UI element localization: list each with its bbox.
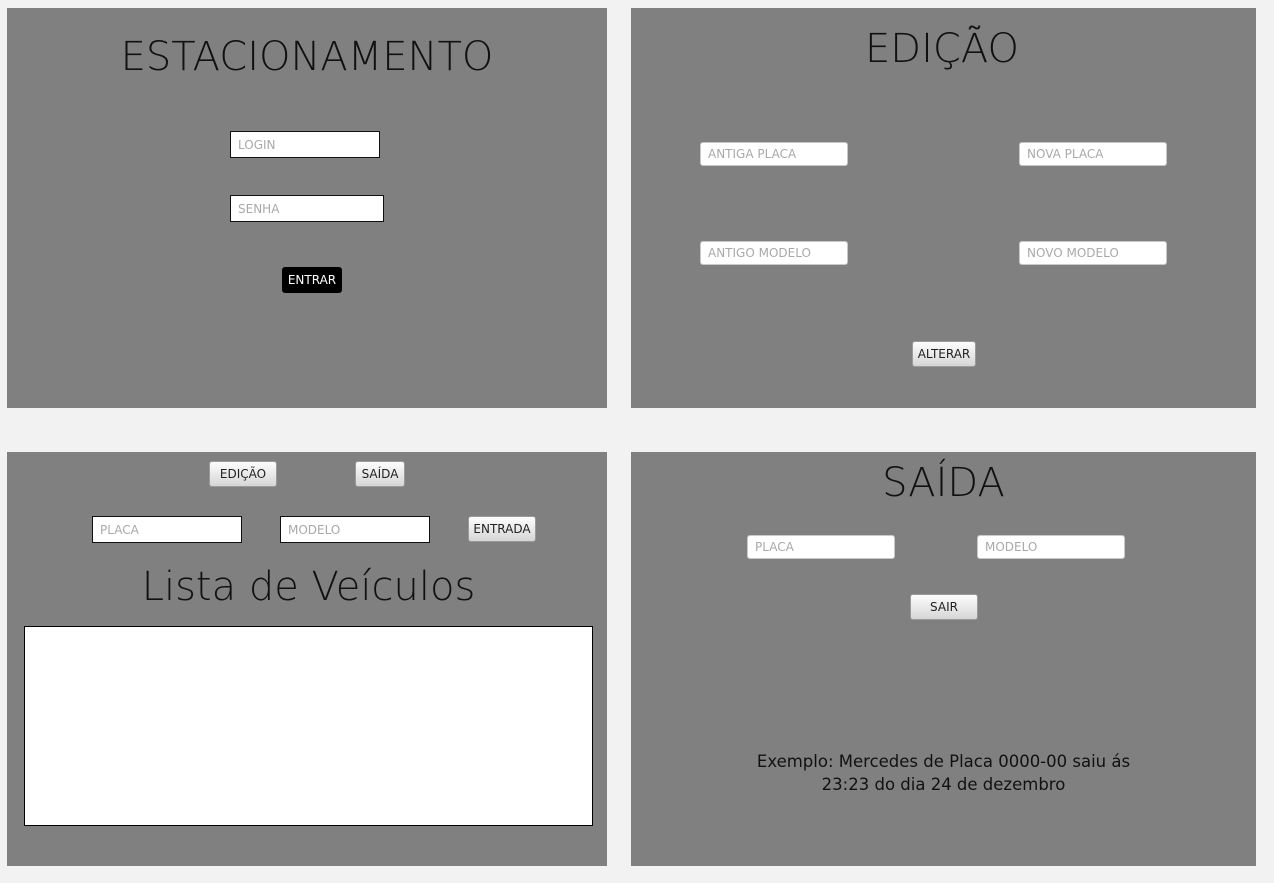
plate-input[interactable] (92, 516, 242, 543)
old-plate-input[interactable] (700, 142, 848, 166)
old-model-input[interactable] (700, 241, 848, 265)
edit-nav-button[interactable]: EDIÇÃO (209, 461, 277, 487)
vehicle-list[interactable] (24, 626, 593, 826)
exit-model-input[interactable] (977, 535, 1125, 559)
model-input[interactable] (280, 516, 430, 543)
new-model-input[interactable] (1019, 241, 1167, 265)
exit-nav-button[interactable]: SAÍDA (355, 461, 405, 487)
edit-title: EDIÇÃO (865, 26, 1019, 72)
edit-panel (631, 8, 1256, 408)
leave-button[interactable]: SAIR (910, 594, 978, 620)
vehicle-list-panel (7, 452, 607, 866)
login-input[interactable] (230, 131, 380, 158)
exit-title: SAÍDA (882, 460, 1005, 506)
login-panel (7, 8, 607, 408)
password-input[interactable] (230, 195, 384, 222)
new-plate-input[interactable] (1019, 142, 1167, 166)
exit-example-line2: 23:23 do dia 24 de dezembro (821, 775, 1066, 794)
exit-example-line1: Exemplo: Mercedes de Placa 0000-00 saiu ás (756, 752, 1131, 771)
vehicle-list-title: Lista de Veículos (141, 564, 476, 610)
exit-example-text (631, 750, 1256, 796)
exit-plate-input[interactable] (747, 535, 895, 559)
exit-panel (631, 452, 1256, 866)
login-title: ESTACIONAMENTO (120, 34, 494, 80)
enter-button[interactable]: ENTRAR (282, 267, 342, 293)
change-button[interactable]: ALTERAR (912, 341, 976, 367)
entry-button[interactable]: ENTRADA (468, 516, 536, 542)
